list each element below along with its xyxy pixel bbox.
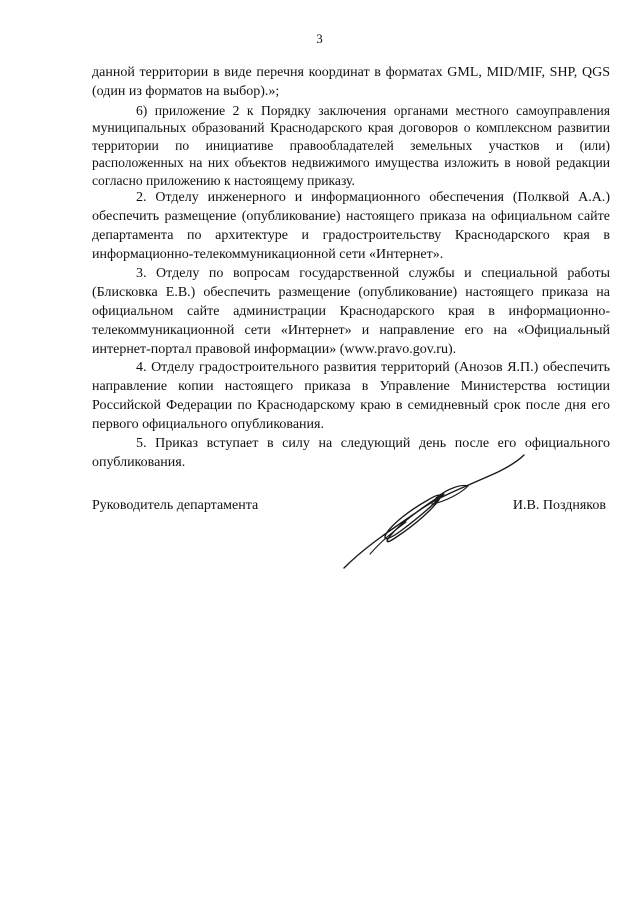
signatory-name: И.В. Поздняков — [512, 498, 606, 513]
paragraph-continuation: данной территории в виде перечня координат в форматах GML, MID/MIF, SHP, QGS (один из форматов на выбор).»; — [92, 65, 610, 99]
paragraph-item-2: 2. Отделу инженерного и информационного обеспечения (Полквой А.А.) обеспечить размещение (опубликование) настоящего приказа на официальном сайте департамента по архитектуре и градостроительству Краснодарского края в информационно-телекоммуникационной сети «Интернет». — [92, 190, 610, 263]
paragraph-item-6: 6) приложение 2 к Порядку заключения органами местного самоуправления муниципальных образований Краснодарского края договоров о комплексном развитии территории по инициативе правообладателей земельных участков и (или) расположенных на них объектов недвижимого имущества изложить в новой редакции согласно приложению к настоящему приказу. — [92, 102, 610, 188]
page-number: 3 — [316, 31, 323, 46]
signatory-position: Руководитель департамента — [92, 498, 259, 513]
document-body — [92, 64, 610, 473]
paragraph-item-4: 4. Отделу градостроительного развития территорий (Анозов Я.П.) обеспечить направление копии настоящего приказа в Управление Министерства юстиции Российской Федерации по Краснодарскому краю в семидневный срок после дня его первого официального опубликования. — [92, 360, 610, 433]
handwritten-signature — [336, 438, 526, 573]
paragraph-item-5: 5. Приказ вступает в силу на следующий день после его официального опубликования. — [92, 436, 610, 470]
paragraph-item-3: 3. Отделу по вопросам государственной службы и специальной работы (Блисковка Е.В.) обеспечить размещение (опубликование) настоящего приказа на официальном сайте администрации Краснодарского края в информационно-телекоммуникационной сети «Интернет» и направление его на «Официальный интернет-портал правовой информации» (www.pravo.gov.ru). — [92, 265, 610, 357]
